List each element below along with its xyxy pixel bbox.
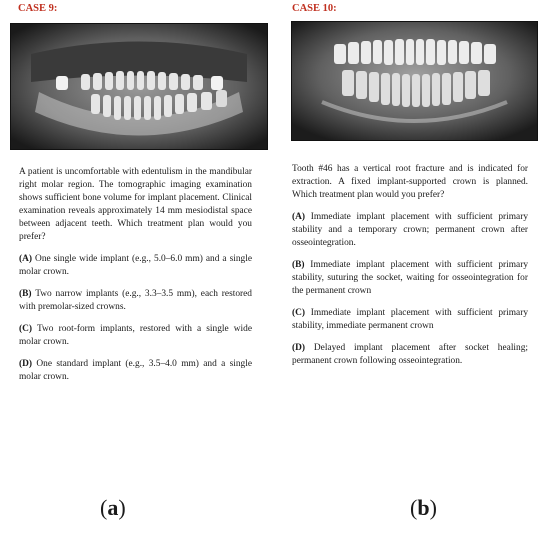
case-9-option-a: (A) One single wide implant (e.g., 5.0–6.0 mm) and a single molar crown. xyxy=(19,254,253,277)
case-10-option-a: (A) Immediate implant placement with sufficient primary stability and a temporary crown; permanent crown after osseointegration. xyxy=(292,212,529,248)
case-9-text xyxy=(19,166,252,393)
case-10-panoramic-xray xyxy=(291,21,538,141)
case-10-option-c: (C) Immediate implant placement with sufficient primary stability, immediate permanent crown xyxy=(292,308,529,331)
panel-label-b: (b) xyxy=(410,495,437,520)
case-9-panoramic-xray xyxy=(10,23,268,150)
case-9-option-d: (D) One standard implant (e.g., 3.5–4.0 mm) and a single molar crown. xyxy=(19,359,252,382)
case-10-text xyxy=(292,163,528,377)
case-9-question: A patient is uncomfortable with edentulism in the mandibular right molar region. The tomographic imaging examination shows sufficient bone volume for implant placement. Clinical examination reveals approximately 14 mm mesiodistal space between adjacent teeth. Which treatment plan would you prefer? xyxy=(19,167,252,242)
case-10-option-d: (D) Delayed implant placement after socket healing; permanent crown following osseointegration. xyxy=(292,343,529,366)
case-10-question: Tooth #46 has a vertical root fracture and is indicated for extraction. A fixed implant-supported crown is planned. Which treatment plan would you prefer? xyxy=(292,164,528,200)
case-10-option-b: (B) Immediate implant placement with sufficient primary stability, suturing the socket, waiting for osseointegration for the permanent crown xyxy=(292,260,529,296)
case-9-option-c: (C) Two root-form implants, restored with a single wide molar crown. xyxy=(19,324,252,347)
case-9-title: CASE 9: xyxy=(18,3,58,14)
panel-label-a: (a) xyxy=(100,495,126,520)
case-10-title: CASE 10: xyxy=(292,3,337,14)
case-9-option-b: (B) Two narrow implants (e.g., 3.3–3.5 mm), each restored with premolar-sized crowns. xyxy=(19,289,252,312)
